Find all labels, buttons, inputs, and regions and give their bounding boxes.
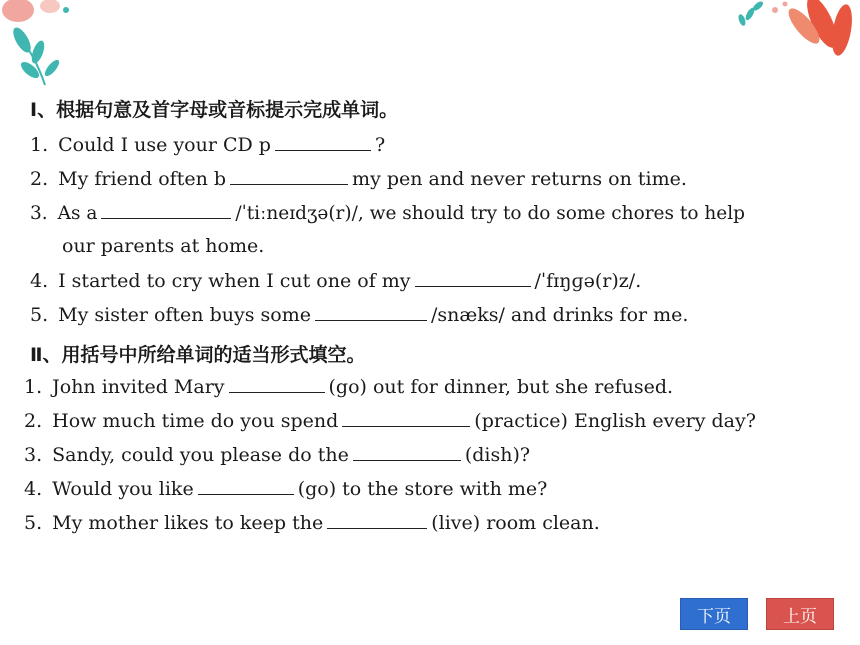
exercise-1-item-1	[30, 132, 385, 157]
item-text-after: (live) room clean.	[431, 512, 600, 534]
section-heading-1: Ⅰ、根据句意及首字母或音标提示完成单词。	[30, 99, 399, 121]
answer-blank[interactable]	[198, 476, 294, 495]
item-number: 4.	[24, 478, 43, 500]
answer-blank[interactable]	[230, 166, 348, 185]
answer-blank[interactable]	[342, 408, 470, 427]
item-number: 1.	[24, 376, 43, 398]
exercise-1-item-2	[30, 166, 687, 191]
exercise-2-item-1	[24, 374, 673, 399]
exercise-1-item-3	[30, 200, 745, 226]
item-text-before: My mother likes to keep the	[52, 512, 324, 534]
item-text-before: John invited Mary	[52, 376, 225, 398]
item-text-before: As a	[57, 203, 98, 224]
previous-page-button[interactable]: 上页	[766, 598, 834, 630]
answer-blank[interactable]	[415, 268, 531, 287]
item-text-before: I started to cry when I cut one of my	[58, 270, 411, 292]
exercise-2-item-3	[24, 442, 530, 467]
item-text-after: ?	[374, 134, 386, 156]
item-text-before: How much time do you spend	[52, 410, 339, 432]
item-text-after: (practice) English every day?	[474, 410, 756, 432]
item-text-after: my pen and never returns on time.	[352, 168, 687, 190]
item-number: 3.	[24, 444, 43, 466]
answer-blank[interactable]	[229, 374, 325, 393]
item-number: 2.	[30, 168, 49, 190]
exercise-2-item-2	[24, 408, 756, 433]
item-text-after: /ˈtiːneɪdʒə(r)/, we should try to do some chores to help	[235, 203, 745, 224]
section-heading-2: Ⅱ、用括号中所给单词的适当形式填空。	[30, 344, 366, 366]
item-text-before: My friend often b	[58, 168, 227, 190]
item-number: 4.	[30, 270, 49, 292]
item-number: 2.	[24, 410, 43, 432]
item-text-before: Could I use your CD p	[58, 134, 271, 156]
item-text-before: My sister often buys some	[58, 304, 311, 326]
item-text-before: Would you like	[52, 478, 194, 500]
exercise-1-item-5	[30, 302, 688, 327]
next-page-button[interactable]: 下页	[680, 598, 748, 630]
answer-blank[interactable]	[101, 200, 231, 219]
item-text-after: (go) to the store with me?	[297, 478, 548, 500]
item-text-before: Sandy, could you please do the	[52, 444, 349, 466]
item-number: 3.	[30, 203, 48, 224]
answer-blank[interactable]	[353, 442, 461, 461]
item-number: 5.	[24, 512, 43, 534]
item-number: 5.	[30, 304, 49, 326]
item-text-after: (dish)?	[464, 444, 531, 466]
exercise-1-item-4	[30, 268, 641, 293]
exercise-1-item-3-continued: our parents at home.	[62, 235, 265, 257]
exercise-2-item-4	[24, 476, 547, 501]
answer-blank[interactable]	[327, 510, 427, 529]
answer-blank[interactable]	[315, 302, 427, 321]
item-number: 1.	[30, 134, 49, 156]
item-text-after: /snæks/ and drinks for me.	[430, 304, 689, 326]
item-text-after: (go) out for dinner, but she refused.	[328, 376, 674, 398]
answer-blank[interactable]	[275, 132, 371, 151]
exercise-2-item-5	[24, 510, 600, 535]
item-text-after: /ˈfɪŋɡə(r)z/.	[534, 270, 642, 292]
